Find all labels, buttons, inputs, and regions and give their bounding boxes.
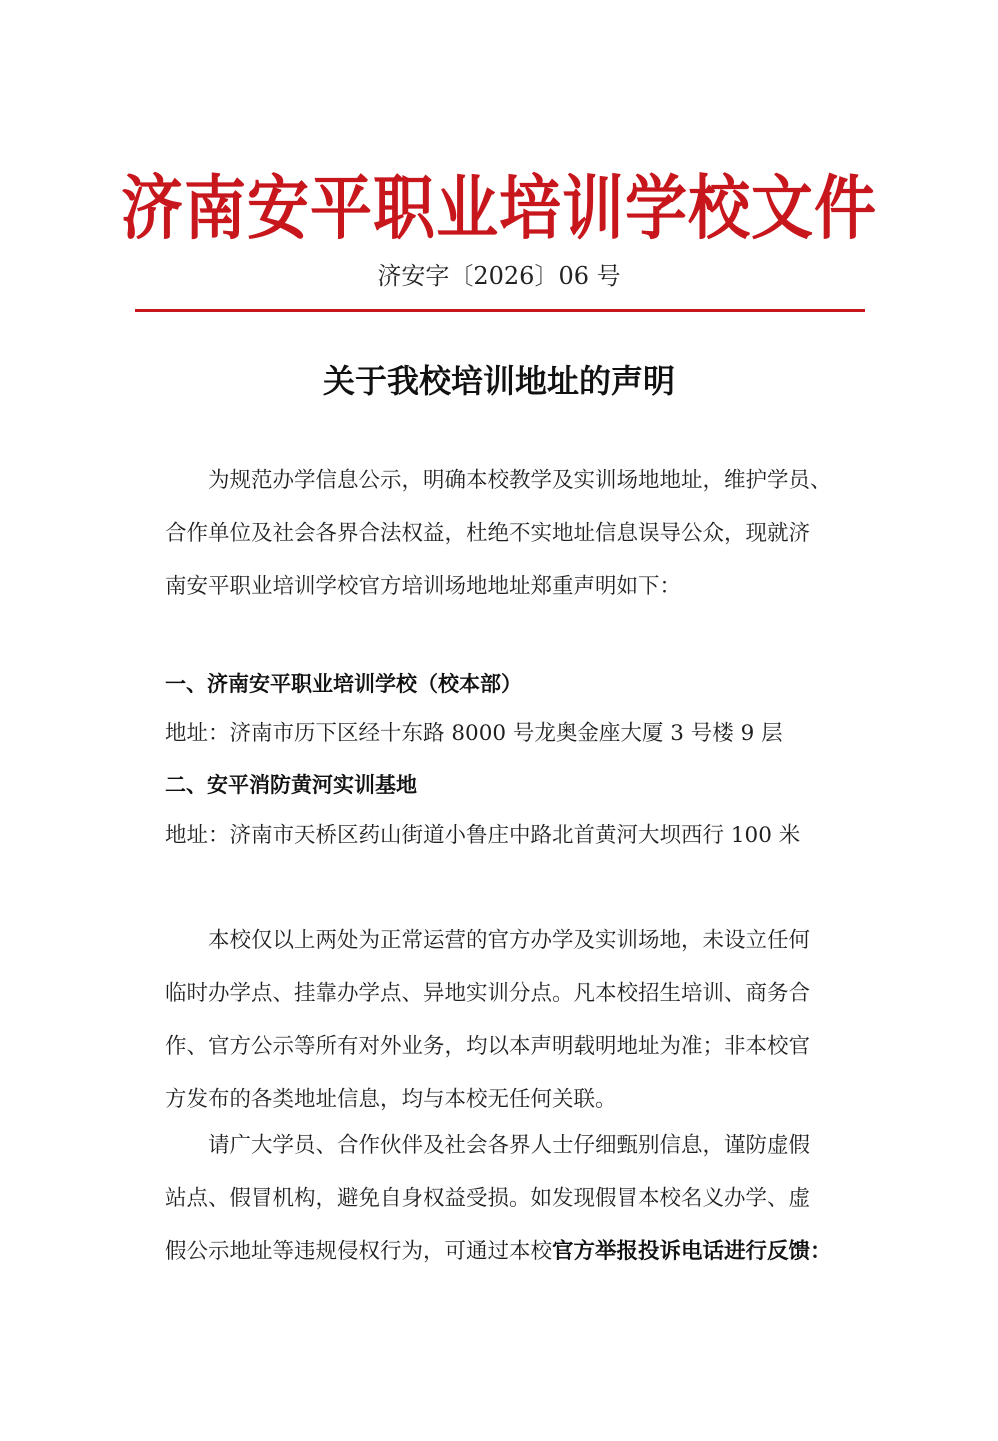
- body-paragraph-2: [165, 1119, 835, 1278]
- body-paragraph-1: [165, 914, 835, 1126]
- address-headquarters: 地址：济南市历下区经十东路 8000 号龙奥金座大厦 3 号楼 9 层: [165, 721, 783, 746]
- body-line-last: [165, 1225, 835, 1278]
- section-title-training-base: 二、安平消防黄河实训基地: [165, 773, 417, 797]
- intro-line: 南安平职业培训学校官方培训场地地址郑重声明如下：: [165, 574, 682, 599]
- address-training-base: 地址：济南市天桥区药山街道小鲁庄中路北首黄河大坝西行 100 米: [165, 823, 801, 848]
- document-title: 济南安平职业培训学校文件: [120, 166, 877, 249]
- body-line: 方发布的各类地址信息，均与本校无任何关联。: [165, 1087, 617, 1112]
- red-divider: [135, 309, 865, 312]
- section-title-headquarters: 一、济南安平职业培训学校（校本部）: [165, 672, 522, 696]
- body-line: 站点、假冒机构，避免自身权益受损。如发现假冒本校名义办学、虚: [165, 1186, 811, 1211]
- intro-paragraph: [165, 454, 835, 613]
- body-line: 本校仅以上两处为正常运营的官方办学及实训场地，未设立任何: [208, 928, 811, 953]
- hotline-emphasis: 官方举报投诉电话进行反馈：: [552, 1239, 832, 1264]
- intro-line: 合作单位及社会各界合法权益，杜绝不实地址信息误导公众，现就济: [165, 521, 811, 546]
- document-number: 济安字〔2026〕06 号: [377, 262, 621, 290]
- intro-line: 为规范办学信息公示，明确本校教学及实训场地地址，维护学员、: [208, 468, 832, 493]
- body-line-plain: 假公示地址等违规侵权行为，可通过本校: [165, 1239, 553, 1264]
- body-line: 请广大学员、合作伙伴及社会各界人士仔细甄别信息，谨防虚假: [208, 1133, 811, 1158]
- body-line: 作、官方公示等所有对外业务，均以本声明载明地址为准；非本校官: [165, 1034, 811, 1059]
- notice-heading: 关于我校培训地址的声明: [322, 362, 675, 400]
- body-line: 临时办学点、挂靠办学点、异地实训分点。凡本校招生培训、商务合: [165, 981, 811, 1006]
